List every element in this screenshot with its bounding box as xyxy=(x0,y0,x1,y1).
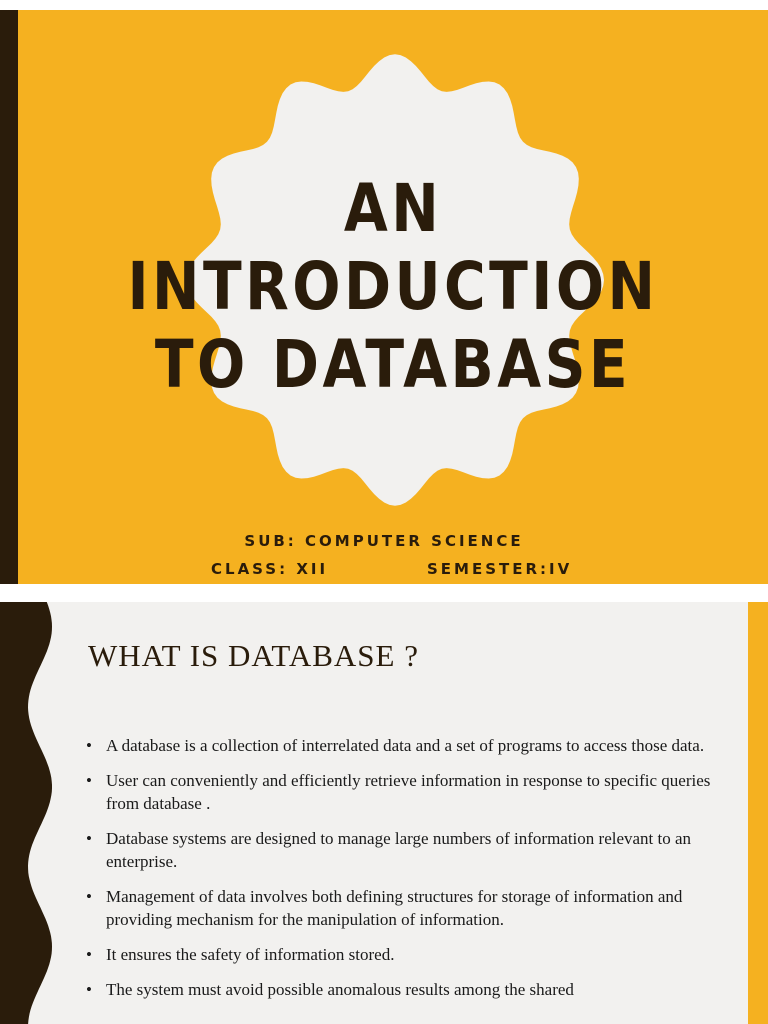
bullet-item: • Management of data involves both defining structures for storage of information and providing mechanism for the manipulation of information. xyxy=(86,885,736,931)
slide-title xyxy=(71,170,716,404)
subject-line: SUB: COMPUTER SCIENCE xyxy=(244,532,524,550)
bullet-item: • A database is a collection of interrelated data and a set of programs to access those data. xyxy=(86,734,736,757)
title-line: TO DATABASE xyxy=(154,326,632,403)
slide-right-accent-bar xyxy=(748,602,768,1024)
bullet-item: • Database systems are designed to manage large numbers of information relevant to an enterprise. xyxy=(86,827,736,873)
semester-label: SEMESTER:IV xyxy=(427,560,573,578)
title-line: AN xyxy=(343,170,443,247)
bullet-item: • User can conveniently and efficiently retrieve information in response to specific queries from database . xyxy=(86,769,736,815)
bullet-list xyxy=(86,734,736,1013)
slide-heading: WHAT IS DATABASE ? xyxy=(88,638,419,673)
title-slide xyxy=(0,10,768,584)
bullet-item: • The system must avoid possible anomalous results among the shared xyxy=(86,978,736,1001)
class-label: CLASS: XII xyxy=(211,560,329,578)
content-slide xyxy=(0,602,768,1024)
wavy-left-border xyxy=(0,602,60,1024)
bullet-item: • It ensures the safety of information stored. xyxy=(86,943,736,966)
title-line: INTRODUCTION xyxy=(127,248,659,325)
